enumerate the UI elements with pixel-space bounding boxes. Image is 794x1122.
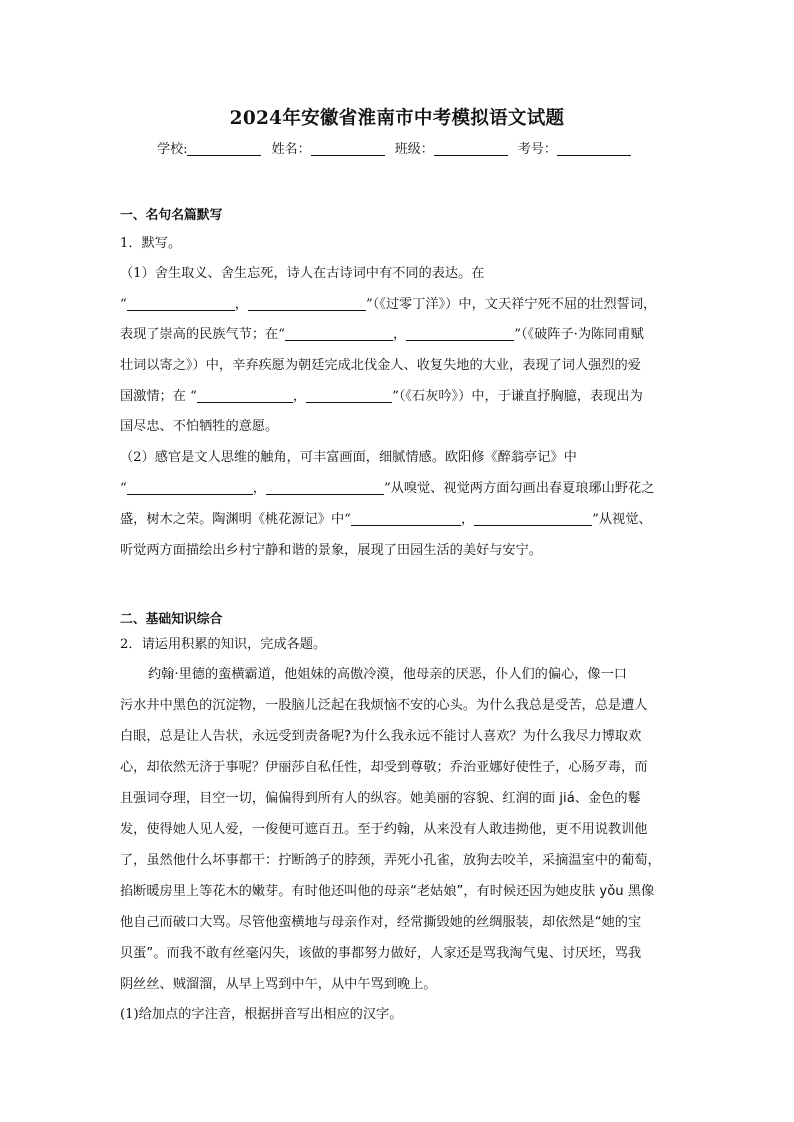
fill-blank[interactable] [306, 389, 392, 403]
school-label: 学校: [157, 142, 188, 157]
passage-line: 他自己而破口大骂。尽管他蛮横地与母亲作对，经常撕毁她的丝绸服装，却依然是“她的宝 [120, 915, 642, 930]
passage-line: 了，虽然他什么坏事都干：拧断鸽子的脖颈，弄死小孔雀，放狗去咬羊，采摘温室中的葡萄， [120, 853, 661, 868]
line-text: ”从视觉、 [592, 512, 652, 527]
section-heading-2: 二、基础知识综合 [120, 612, 223, 627]
answer-line-2 [120, 323, 644, 342]
class-label: 班级： [394, 142, 434, 157]
question-1-part-1-text: （1）舍生取义、舍生忘死，诗人在古诗词中有不同的表达。在 [120, 266, 485, 281]
question-1-line-6: 国尽忠、不怕牺牲的意愿。 [120, 419, 279, 434]
passage-line: 白眼，总是让人告状，永远受到责备呢?为什么我永远不能讨人喜欢？为什么我尽力博取欢 [120, 729, 642, 744]
line-text: 国激情；在 “ [120, 389, 197, 404]
comma: ， [460, 512, 475, 527]
answer-line-3 [120, 385, 643, 404]
name-label: 姓名： [271, 142, 311, 157]
fill-blank[interactable] [285, 327, 393, 341]
class-blank[interactable] [434, 142, 508, 156]
fill-blank[interactable] [197, 389, 293, 403]
quote-open: “ [120, 481, 127, 496]
name-blank[interactable] [311, 142, 385, 156]
student-info-row [0, 138, 794, 157]
passage-line: 发，使得她人见人爱，一俊便可遮百丑。至于约翰，从来没有人敢违拗他，更不用说教训他 [120, 822, 648, 837]
passage-line: 约翰·里德的蛮横霸道，他姐妹的高傲冷漠，他母亲的厌恶，仆人们的偏心，像一口 [148, 667, 627, 682]
fill-blank[interactable] [127, 481, 253, 495]
passage-line: 阴丝丝、贼溜溜，从早上骂到中午，从中午骂到晚上。 [120, 977, 437, 992]
line-text: ”（《石灰吟》）中，于谦直抒胸臆，表现出为 [392, 389, 643, 404]
fill-blank[interactable] [351, 512, 461, 526]
answer-line-5 [120, 508, 652, 527]
line-text: 盛，树木之荣。陶渊明《桃花源记》中“ [120, 512, 351, 527]
line-text: ”（《破阵子·为陈同甫赋 [514, 327, 644, 342]
fill-blank[interactable] [266, 481, 384, 495]
passage-line: 且强词夺理，目空一切，偏偏得到所有人的纵容。她美丽的容貌、红润的面 jiá、金色的鬈 [120, 791, 641, 806]
fill-blank[interactable] [406, 327, 514, 341]
comma: ， [393, 327, 407, 342]
question-1-part-2-text: （2）感官是文人思维的触角，可丰富画面，细腻情感。欧阳修《醉翁亭记》中 [120, 450, 577, 465]
exam-no-label: 考号： [517, 142, 557, 157]
question-1-line-10: 听觉两方面描绘出乡村宁静和谐的景象，展现了田园生活的美好与安宁。 [120, 543, 542, 558]
line-text: ”从嗅觉、视觉两方面勾画出春夏琅琊山野花之 [383, 481, 655, 496]
school-blank[interactable] [187, 142, 261, 156]
passage-line: 污水井中黑色的沉淀物，一股脑儿泛起在我烦恼不安的心头。为什么我总是受苦，总是遭人 [120, 698, 648, 713]
comma: ， [252, 481, 266, 496]
answer-line-1 [120, 293, 656, 312]
passage-line: 贝蛋”。而我不敢有丝毫闪失，该做的事都努力做好，人家还是骂我淘气鬼、讨厌坯，骂我 [120, 946, 642, 961]
answer-line-4 [120, 477, 654, 496]
question-1-line-4: 壮词以寄之》）中，辛弃疾愿为朝廷完成北伐金人、收复失地的大业，表现了词人强烈的爱 [120, 358, 641, 373]
line-text: 表现了崇高的民族气节；在“ [120, 327, 285, 342]
sub-question-1: (1)给加点的字注音，根据拼音写出相应的汉字。 [120, 1007, 403, 1022]
section-heading-1: 一、名句名篇默写 [120, 208, 223, 223]
passage-line: 心，却依然无济于事呢？伊丽莎自私任性，却受到尊敬；乔治亚娜好使性子，心肠歹毒，而 [120, 760, 648, 775]
exam-no-blank[interactable] [557, 142, 631, 156]
comma: ， [234, 297, 248, 312]
fill-blank[interactable] [248, 297, 366, 311]
question-1-number: 1．默写。 [120, 236, 182, 251]
quote-open: “ [120, 297, 127, 312]
fill-blank[interactable] [127, 297, 235, 311]
fill-blank[interactable] [474, 512, 592, 526]
page-title: 2024年安徽省淮南市中考模拟语文试题 [229, 108, 565, 129]
question-2-number: 2．请运用积累的知识，完成各题。 [120, 637, 327, 652]
line-text: ”（《过零丁洋》）中，文天祥宁死不屈的壮烈誓词， [365, 297, 657, 312]
passage-line: 掐断暖房里上等花木的嫩芽。有时他还叫他的母亲“老姑娘”，有时候还因为她皮肤 yǒu 黑像 [120, 884, 655, 899]
comma: ， [292, 389, 307, 404]
